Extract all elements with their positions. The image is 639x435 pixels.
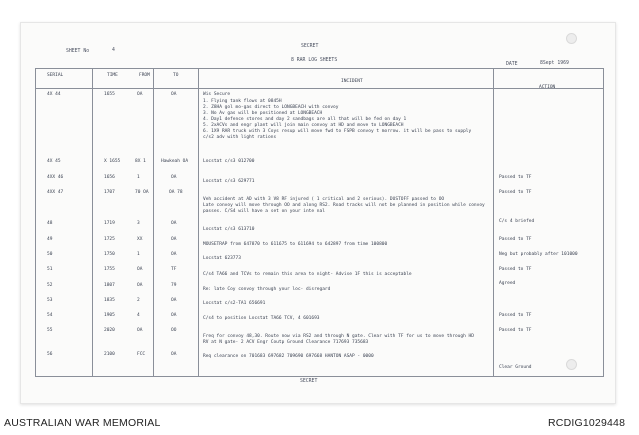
cell-serial: 54 — [47, 313, 53, 318]
cell-to: OA — [171, 352, 177, 357]
divider-header — [36, 88, 603, 89]
cell-from: 1 — [137, 252, 140, 257]
divider-incident — [493, 69, 494, 376]
cell-time: 1755 — [104, 267, 115, 272]
col-to: TO — [173, 73, 179, 78]
cell-incident-line: 1. Flying tank flows at 0845H — [203, 99, 282, 104]
sheet-title: 8 RAR LOG SHEETS — [291, 58, 338, 63]
cell-from: OA — [137, 92, 143, 97]
classification-bottom: SECRET — [300, 379, 318, 384]
cell-time: 2100 — [104, 352, 115, 357]
cell-to: OA 78 — [169, 190, 183, 195]
col-from: FROM — [139, 73, 150, 78]
cell-from: OA — [137, 267, 143, 272]
cell-action: Neg but probably after 101000 — [499, 252, 578, 257]
cell-incident-line: Late convoy will move through OO and along RS2. Road tracks will not be planned in position while convoy — [203, 203, 485, 208]
cell-action: Passed to TF — [499, 175, 532, 180]
cell-serial: 4XX 47 — [47, 190, 64, 195]
cell-incident-line: Locstat c/s3 613710 — [203, 227, 255, 232]
sheet-number-label: SHEET No — [66, 49, 90, 54]
cell-serial: 50 — [47, 252, 53, 257]
cell-incident-line: 5. 2xACVs and engr plant will join main convoy at HD and move to LONGBEACH — [203, 123, 404, 128]
cell-time: 1719 — [104, 221, 115, 226]
cell-time: 1656 — [104, 175, 115, 180]
cell-serial: 4XX 46 — [47, 175, 64, 180]
cell-action: Passed to TF — [499, 328, 532, 333]
cell-serial: 53 — [47, 298, 53, 303]
col-serial: SERIAL — [47, 73, 64, 78]
footer-record-id: RCDIG1029448 — [548, 417, 626, 429]
cell-from: XX — [137, 237, 143, 242]
cell-incident-line: 6. 1X9 RAR truck with 3 Coys resup will move fwd to FSPB convoy t morrow. it will be pass to supply — [203, 129, 472, 134]
cell-to: OA — [171, 313, 177, 318]
cell-time: 1750 — [104, 252, 115, 257]
cell-from: FCC — [137, 352, 146, 357]
cell-action: Passed to TF — [499, 267, 532, 272]
cell-incident-line: Req clearance on 701683 697682 709690 697668 HANTON ASAP - 0000 — [203, 354, 374, 359]
cell-action: C/s 4 briefed — [499, 219, 535, 224]
cell-from: 1 — [137, 175, 140, 180]
cell-serial: 48 — [47, 221, 53, 226]
cell-time: 1725 — [104, 237, 115, 242]
sheet-number-value: 4 — [112, 48, 115, 53]
divider-from-to — [198, 69, 199, 376]
cell-incident-line: Locstat c/s3 012700 — [203, 159, 255, 164]
cell-from: 3 — [137, 221, 140, 226]
cell-to: OA — [171, 221, 177, 226]
cell-incident-line: MOUSETRAP from 647870 to 611675 to 611694 to 642897 from time 100800 — [203, 242, 388, 247]
cell-serial: 4X 45 — [47, 159, 61, 164]
cell-incident-line: Locstat c/s2-TA1 656691 — [203, 301, 266, 306]
cell-time: 1807 — [104, 283, 115, 288]
cell-to: OA — [171, 237, 177, 242]
cell-time: 2020 — [104, 328, 115, 333]
date-label: DATE — [506, 62, 518, 67]
divider-time — [153, 69, 154, 376]
punch-hole-top — [566, 33, 577, 44]
cell-action: Agreed — [499, 281, 516, 286]
footer-archive-name: AUSTRALIAN WAR MEMORIAL — [4, 417, 161, 429]
col-time: TIME — [107, 73, 118, 78]
cell-incident-line: 2. Z8HA gol mo-gas direct to LONGBEACH with convoy — [203, 105, 339, 110]
cell-time: 1905 — [104, 313, 115, 318]
cell-to: OO — [171, 328, 177, 333]
cell-to: OA — [171, 175, 177, 180]
cell-to: OA — [171, 298, 177, 303]
cell-time: X 1655 — [104, 159, 121, 164]
cell-incident-line: passes. C/S4 will have a set on your inte nal — [203, 209, 325, 214]
cell-serial: 51 — [47, 267, 53, 272]
cell-incident-line: Locstat c/s3 629771 — [203, 179, 255, 184]
cell-action: Clear Ground — [499, 365, 532, 370]
cell-serial: 55 — [47, 328, 53, 333]
cell-serial: 52 — [47, 283, 53, 288]
cell-time: 1835 — [104, 298, 115, 303]
cell-from: OA — [137, 283, 143, 288]
divider-serial — [92, 69, 93, 376]
col-incident: INCIDENT — [341, 79, 363, 84]
date-value: 8Sept 1969 — [540, 61, 569, 66]
cell-from: 4 — [137, 313, 140, 318]
cell-incident-line: Re: late Coy convoy through your loc- disregard — [203, 287, 331, 292]
cell-from: OA — [137, 328, 143, 333]
col-action: ACTION — [539, 85, 556, 90]
cell-incident-line: Wis Secure — [203, 92, 231, 97]
cell-to: OA — [171, 92, 177, 97]
cell-from: 70 OA — [135, 190, 149, 195]
cell-serial: 56 — [47, 352, 53, 357]
cell-from: 2 — [137, 298, 140, 303]
cell-incident-line: RV at N gate- 2 ACV Engr Coutp Ground Clearance 717693 735683 — [203, 340, 369, 345]
cell-incident-line: C/s4 to position Locstat TA66 TCV, 4 601693 — [203, 316, 320, 321]
cell-time: 1707 — [104, 190, 115, 195]
cell-incident-line: 3. No Av gas will be positioned at LONGBEACH — [203, 111, 323, 116]
cell-incident-line: 4. Day1 defence stores and day 2 sandbags are all that will be fed on day 1 — [203, 117, 407, 122]
cell-serial: 4X 44 — [47, 92, 61, 97]
cell-time: 1655 — [104, 92, 115, 97]
cell-incident-line: Freq for convoy 48,30. Route now via RS2 and through N gate. Clear with TF for us to move through HD — [203, 334, 474, 339]
cell-incident-line: Locstat 623773 — [203, 256, 241, 261]
cell-incident-line: Veh accident at AD with 3 V8 RF injured ( 1 critical and 2 serious). DUSTOFF passed to OO — [203, 197, 445, 202]
cell-incident-line: c/s2 adv with light rations — [203, 135, 277, 140]
cell-to: OA — [171, 252, 177, 257]
cell-incident-line: C/s4 TA66 and TCVs to remain this area to night- Advise 1F this is acceptable — [203, 272, 412, 277]
cell-action: Passed to TF — [499, 237, 532, 242]
cell-action: Passed to TF — [499, 313, 532, 318]
cell-to: Hawkeah OA — [161, 159, 189, 164]
cell-from: 8X 1 — [135, 159, 146, 164]
cell-to: 79 — [171, 283, 177, 288]
cell-to: TF — [171, 267, 177, 272]
cell-action: Passed to TF — [499, 190, 532, 195]
classification-top: SECRET — [301, 44, 319, 49]
cell-serial: 49 — [47, 237, 53, 242]
